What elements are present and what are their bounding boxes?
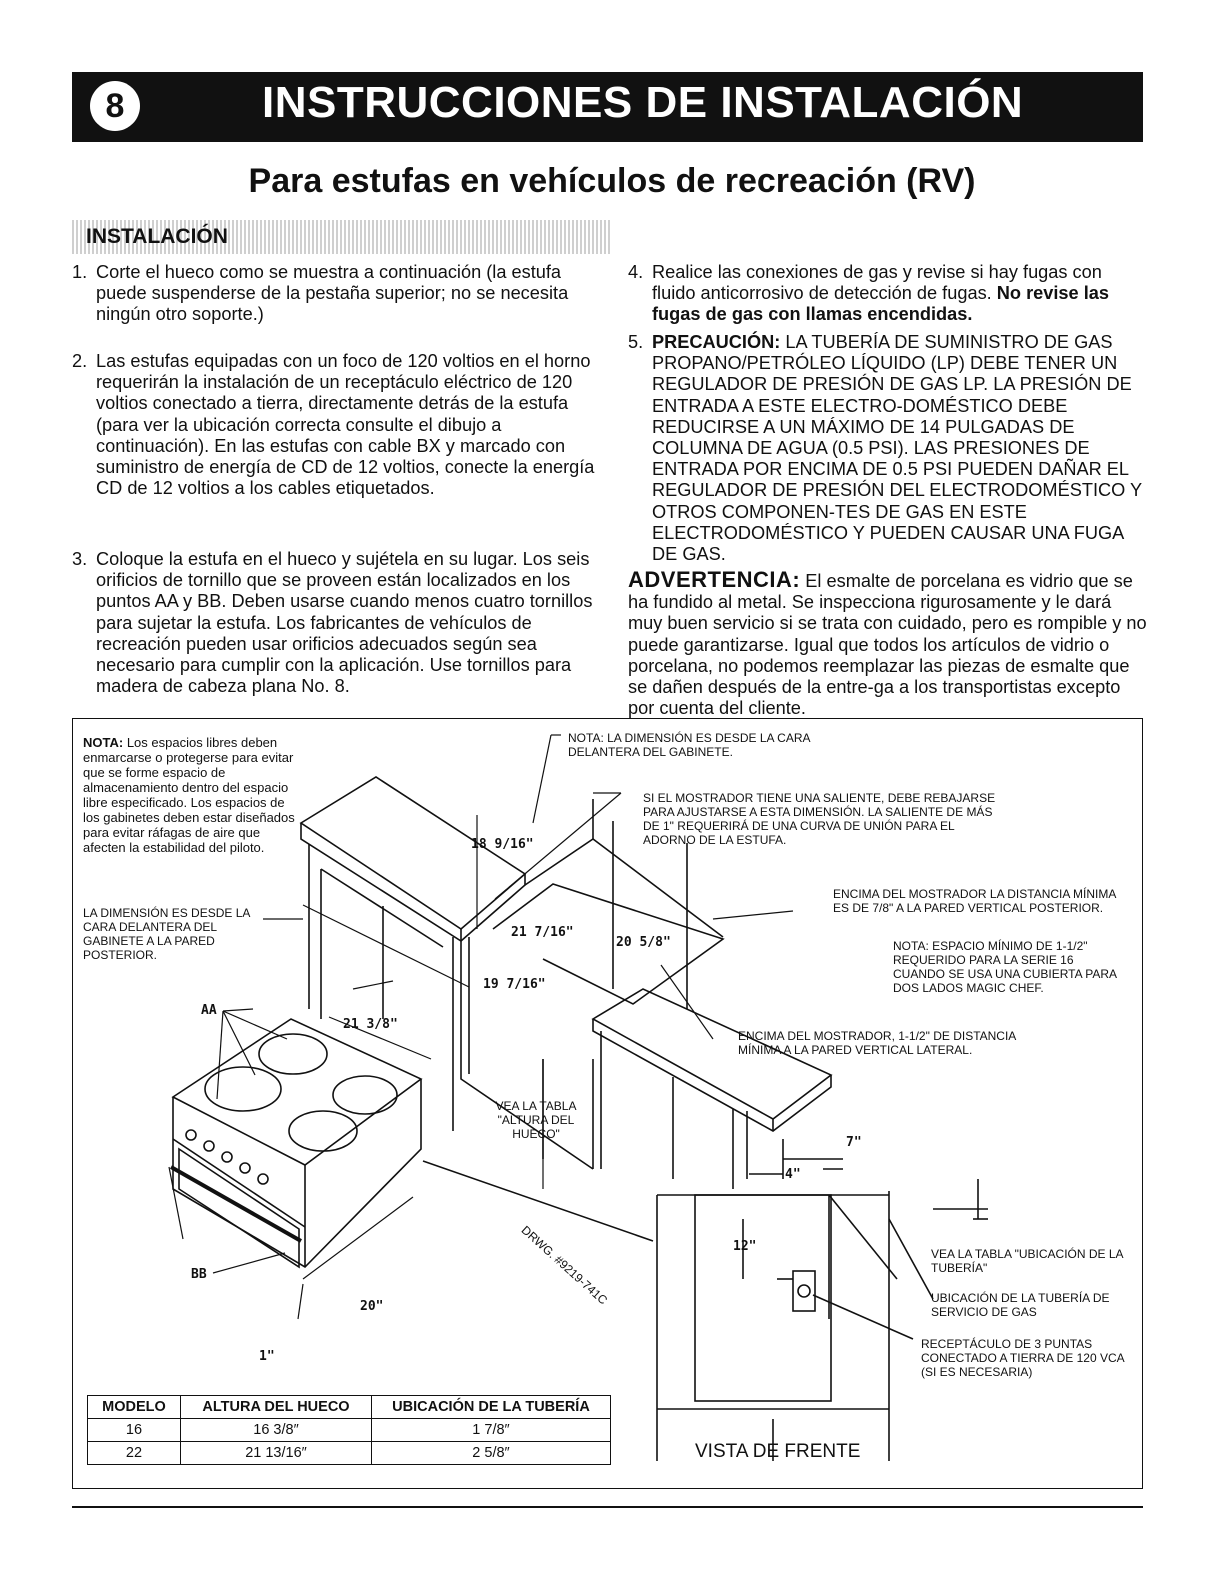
right-cabinet bbox=[593, 821, 831, 1189]
table-row bbox=[88, 1442, 611, 1465]
vista-de-frente-label: VISTA DE FRENTE bbox=[695, 1441, 861, 1462]
step-4-number: 4. bbox=[628, 262, 644, 282]
models-table bbox=[87, 1395, 611, 1465]
step-5-text: LA TUBERÍA DE SUMINISTRO DE GAS PROPANO/PETRÓLEO LÍQUIDO (LP) DEBE TENER UN REGULADOR DE PRESIÓN DE GAS LP. LA PRESIÓN DE ENTRADA A ESTE ELECTRO-DOMÉSTICO DEBE REDUCIRSE A UN MÁXIMO DE 14 PULGADAS DE COLUMNA DE AGUA (0.5 PSI). LAS PRESIONES DE ENTRADA POR ENCIMA DE 0.5 PSI PUEDEN DAÑAR EL REGULADOR DE PRESIÓN DEL ELECTRODOMÉSTICO Y OTROS COMPONEN-TES DE GAS EN ESTE ELECTRODOMÉSTICO Y PUEDEN CAUSAR UNA FUGA DE GAS. bbox=[652, 332, 1142, 565]
advertencia-text: El esmalte de porcelana es vidrio que se ha fundido al metal. Se inspecciona rigurosamente y le dará muy buen servicio si se trata con cuidado, pero es rompible y no puede garantizarse. Igual que todos los artículos de vidrio o porcelana, no podemos reemplazar las piezas de esmalte que se dañen después de la entre-ga a los transportistas excepto por cuenta del cliente. bbox=[628, 571, 1147, 719]
col-header-ubicacion: UBICACIÓN DE LA TUBERÍA bbox=[372, 1396, 611, 1419]
dim-21-3-8: 21 3/8" bbox=[343, 1017, 398, 1032]
step-1-number: 1. bbox=[72, 262, 88, 282]
dim-21-7-16: 21 7/16" bbox=[511, 925, 574, 940]
rear-wall-note: ENCIMA DEL MOSTRADOR LA DISTANCIA MÍNIMA ES DE 7/8" A LA PARED VERTICAL POSTERIOR. bbox=[833, 887, 1116, 915]
section-banner bbox=[72, 72, 1143, 142]
label-aa: AA bbox=[201, 1003, 217, 1018]
col-header-modelo: MODELO bbox=[88, 1396, 181, 1419]
dim-1: 1" bbox=[259, 1349, 275, 1364]
dim-18-9-16: 18 9/16" bbox=[471, 837, 534, 852]
step-1-text: Corte el hueco como se muestra a continuación (la estufa puede suspenderse de la pestaña superior; no se necesita ningún otro soporte.) bbox=[96, 262, 569, 325]
page-subtitle: Para estufas en vehículos de recreación (RV) bbox=[248, 162, 976, 200]
step-number-badge: 8 bbox=[90, 81, 140, 131]
label-bb: BB bbox=[191, 1267, 207, 1282]
step-5-number: 5. bbox=[628, 332, 644, 352]
table-cell: 21 13/16″ bbox=[181, 1442, 372, 1465]
vea-altura-note: VEA LA TABLA "ALTURA DEL HUECO" bbox=[495, 1099, 577, 1141]
dim-left-note: LA DIMENSIÓN ES DESDE LA CARA DELANTERA DEL GABINETE A LA PARED POSTERIOR. bbox=[83, 906, 250, 962]
dim-20: 20" bbox=[360, 1299, 384, 1314]
table-cell: 22 bbox=[88, 1442, 181, 1465]
table-cell: 16 3/8″ bbox=[181, 1419, 372, 1442]
step-4-warning: No revise las fugas de gas con llamas encendidas. bbox=[652, 283, 1109, 325]
nota-top: NOTA: LA DIMENSIÓN ES DESDE LA CARA DELANTERA DEL GABINETE. bbox=[568, 731, 810, 759]
drawing-number: DRWG. #9219-741C bbox=[518, 1223, 611, 1308]
section-heading bbox=[72, 220, 612, 254]
nota-space: NOTA: ESPACIO MÍNIMO DE 1-1/2" REQUERIDO PARA LA SERIE 16 CUANDO SE USA UNA CUBIERTA PARA DOS LADOS MAGIC CHEF. bbox=[893, 939, 1117, 995]
step-2-text: Las estufas equipadas con un foco de 120 voltios en el horno requerirán la instalación de un receptáculo eléctrico de 120 voltios conectado a tierra, directamente detrás de la estufa (para ver la ubicación correcta consulte el dibujo a continuación). En las estufas con cable BX y marcado con suministro de energía de CD de 12 voltios, conecte la energía CD de 12 voltios a los cables etiquetados. bbox=[96, 351, 595, 499]
step-2-number: 2. bbox=[72, 351, 88, 371]
installation-diagram bbox=[72, 718, 1143, 1489]
table-cell: 2 5/8″ bbox=[372, 1442, 611, 1465]
receptaculo-note: RECEPTÁCULO DE 3 PUNTAS CONECTADO A TIERRA DE 120 VCA (SI ES NECESARIA) bbox=[921, 1337, 1124, 1379]
precaucion-label: PRECAUCIÓN: bbox=[652, 332, 781, 352]
dim-20-5-8: 20 5/8" bbox=[616, 935, 671, 950]
vea-ubicacion-note: VEA LA TABLA "UBICACIÓN DE LA TUBERÍA" bbox=[931, 1247, 1123, 1275]
advertencia-label: ADVERTENCIA: bbox=[628, 567, 801, 592]
dim-7: 7" bbox=[846, 1135, 862, 1150]
step-4 bbox=[628, 262, 1148, 326]
nota-left-label: NOTA: bbox=[83, 735, 124, 750]
dim-4: 4" bbox=[785, 1167, 801, 1182]
step-5 bbox=[628, 332, 1148, 565]
step-4-text: Realice las conexiones de gas y revise si hay fugas con fluido anticorrosivo de detección de fugas. bbox=[652, 262, 1102, 304]
step-3 bbox=[72, 549, 597, 697]
step-3-text: Coloque la estufa en el hueco y sujétela en su lugar. Los seis orificios de tornillo que se proveen están localizados en los puntos AA y BB. Deben usarse cuando menos cuatro tornillos para sujetar la estufa. Los fabricantes de vehículos de recreación pueden usar orificios adecuados según sea necesario para cumplir con la aplicación. Use tornillos para madera de cabeza plana No. 8. bbox=[96, 549, 593, 697]
table-row bbox=[88, 1419, 611, 1442]
overhang-note: SI EL MOSTRADOR TIENE UNA SALIENTE, DEBE REBAJARSE PARA AJUSTARSE A ESTA DIMENSIÓN. LA SALIENTE DE MÁS DE 1" REQUERIRÁ DE UNA CURVA DE UNIÓN PARA EL ADORNO DE LA ESTUFA. bbox=[643, 791, 996, 847]
table-header-row bbox=[88, 1396, 611, 1419]
dim-19-7-16: 19 7/16" bbox=[483, 977, 546, 992]
table-cell: 1 7/8″ bbox=[372, 1419, 611, 1442]
banner-title: INSTRUCCIONES DE INSTALACIÓN bbox=[262, 78, 1024, 127]
nota-left-text: Los espacios libres deben enmarcarse o protegerse para evitar que se forme espacio de almacenamiento dentro del espacio libre especificado. Los espacios de los gabinetes deben estar diseñados para evitar ráfagas de aire que afecten la estabilidad del piloto. bbox=[83, 735, 295, 855]
step-3-number: 3. bbox=[72, 549, 88, 569]
ubicacion-gas-note: UBICACIÓN DE LA TUBERÍA DE SERVICIO DE GAS bbox=[931, 1291, 1110, 1319]
dim-12: 12" bbox=[733, 1239, 757, 1254]
step-2 bbox=[72, 351, 597, 499]
col-header-altura: ALTURA DEL HUECO bbox=[181, 1396, 372, 1419]
bottom-rule bbox=[72, 1506, 1143, 1508]
table-cell: 16 bbox=[88, 1419, 181, 1442]
side-wall-note: ENCIMA DEL MOSTRADOR, 1-1/2" DE DISTANCIA MÍNIMA A LA PARED VERTICAL LATERAL. bbox=[738, 1029, 1016, 1057]
warning-block bbox=[628, 569, 1148, 719]
step-1 bbox=[72, 262, 597, 326]
stove bbox=[171, 1019, 421, 1267]
section-heading-label: INSTALACIÓN bbox=[86, 225, 228, 248]
nota-left bbox=[83, 735, 303, 855]
